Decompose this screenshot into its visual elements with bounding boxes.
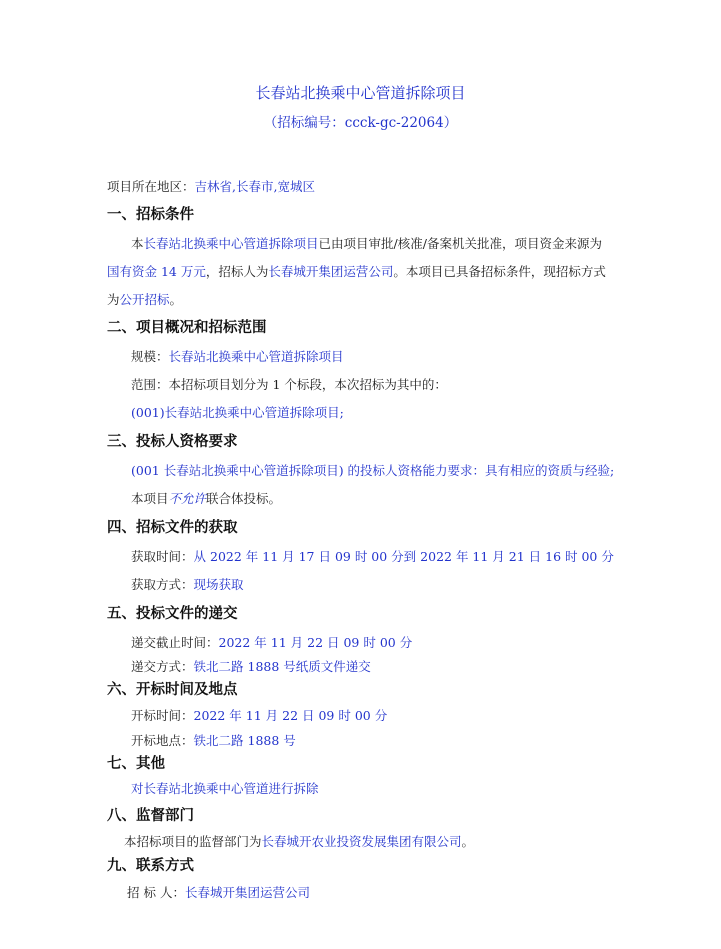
s6-place-value: 铁北二路 1888 号 [193,733,296,748]
s8-supervisor: 长春城开农业投资发展集团有限公司 [261,834,462,849]
s5-deadline-label: 递交截止时间： [131,635,219,650]
section-9-heading: 九、联系方式 [107,857,194,874]
s4-time-label: 获取时间： [131,549,194,564]
s5-deadline-value: 2022 年 11 月 22 日 09 时 00 分 [218,635,413,650]
section-1-heading: 一、招标条件 [107,206,194,223]
s4-time-value: 从 2022 年 11 月 17 日 09 时 00 分到 2022 年 11 月 21 日 16 时 00 分 [193,549,614,564]
s6-time-value: 2022 年 11 月 22 日 09 时 00 分 [193,708,388,723]
s3-requirement: (001 长春站北换乘中心管道拆除项目) 的投标人资格能力要求：具有相应的资质与经验; [131,463,615,478]
s1-text: 为 [107,292,120,307]
s2-range: 范围：本招标项目划分为 1 个标段，本次招标为其中的： [131,377,447,392]
s9-tenderer-value: 长春城开集团运营公司 [184,885,310,900]
s1-para-line-2 [107,263,606,281]
s2-scale-label: 规模： [131,349,169,364]
s9-tenderer [127,884,310,902]
s8-text-c: 。 [461,834,475,849]
s1-funding: 国有资金 14 万元 [107,264,206,279]
document-title: 长春站北换乘中心管道拆除项目 [255,84,466,102]
s6-place-label: 开标地点： [131,733,194,748]
s5-method-label: 递交方式： [131,659,194,674]
region-value: 吉林省,长春市,宽城区 [194,179,315,194]
section-7-heading: 七、其他 [107,755,165,772]
s3-consortium [131,490,281,508]
s1-para-line-1 [131,235,602,253]
s4-method-value: 现场获取 [193,577,244,592]
s1-tenderer: 长春城开集团运营公司 [268,264,394,279]
s2-scale-value: 长春站北换乘中心管道拆除项目 [168,349,344,364]
s1-text: 。 [169,292,183,307]
tender-number: （招标编号：ccck-gc-22064） [263,115,458,131]
s3-text: 本项目 [131,491,169,506]
section-4-heading: 四、招标文件的获取 [107,519,238,536]
s2-scale [131,348,344,366]
s1-text: 已由项目审批/核准/备案机关批准，项目资金来源为 [318,236,602,251]
s8-text-a: 本招标项目的监督部门为 [124,834,262,849]
region-label: 项目所在地区： [107,179,195,194]
project-region [107,178,315,196]
s6-time-label: 开标时间： [131,708,194,723]
section-5-heading: 五、投标文件的递交 [107,605,238,622]
section-2-heading: 二、项目概况和招标范围 [107,319,267,336]
section-8-heading: 八、监督部门 [107,807,194,824]
s5-deadline [131,634,412,652]
s5-method [131,658,371,676]
s1-para-line-3 [107,291,182,309]
s6-time [131,707,387,725]
section-6-heading: 六、开标时间及地点 [107,681,238,698]
s3-not-allowed: 不允许 [168,491,207,506]
s6-place [131,732,296,750]
s5-method-value: 铁北二路 1888 号纸质文件递交 [193,659,371,674]
s4-method-label: 获取方式： [131,577,194,592]
s7-text: 对长春站北换乘中心管道进行拆除 [131,781,319,796]
s9-tenderer-label: 招 标 人： [127,885,185,900]
s1-text: 本 [131,236,144,251]
s1-text: 。本项目已具备招标条件，现招标方式 [393,264,606,279]
s2-lot: (001)长春站北换乘中心管道拆除项目; [131,405,344,420]
s3-text: 联合体投标。 [206,491,282,506]
section-3-heading: 三、投标人资格要求 [107,433,238,450]
s1-method: 公开招标 [119,292,170,307]
s1-project-name: 长春站北换乘中心管道拆除项目 [143,236,319,251]
s4-time [131,548,614,566]
s1-text: ，招标人为 [205,264,269,279]
s4-method [131,576,244,594]
s8-text [124,833,474,851]
